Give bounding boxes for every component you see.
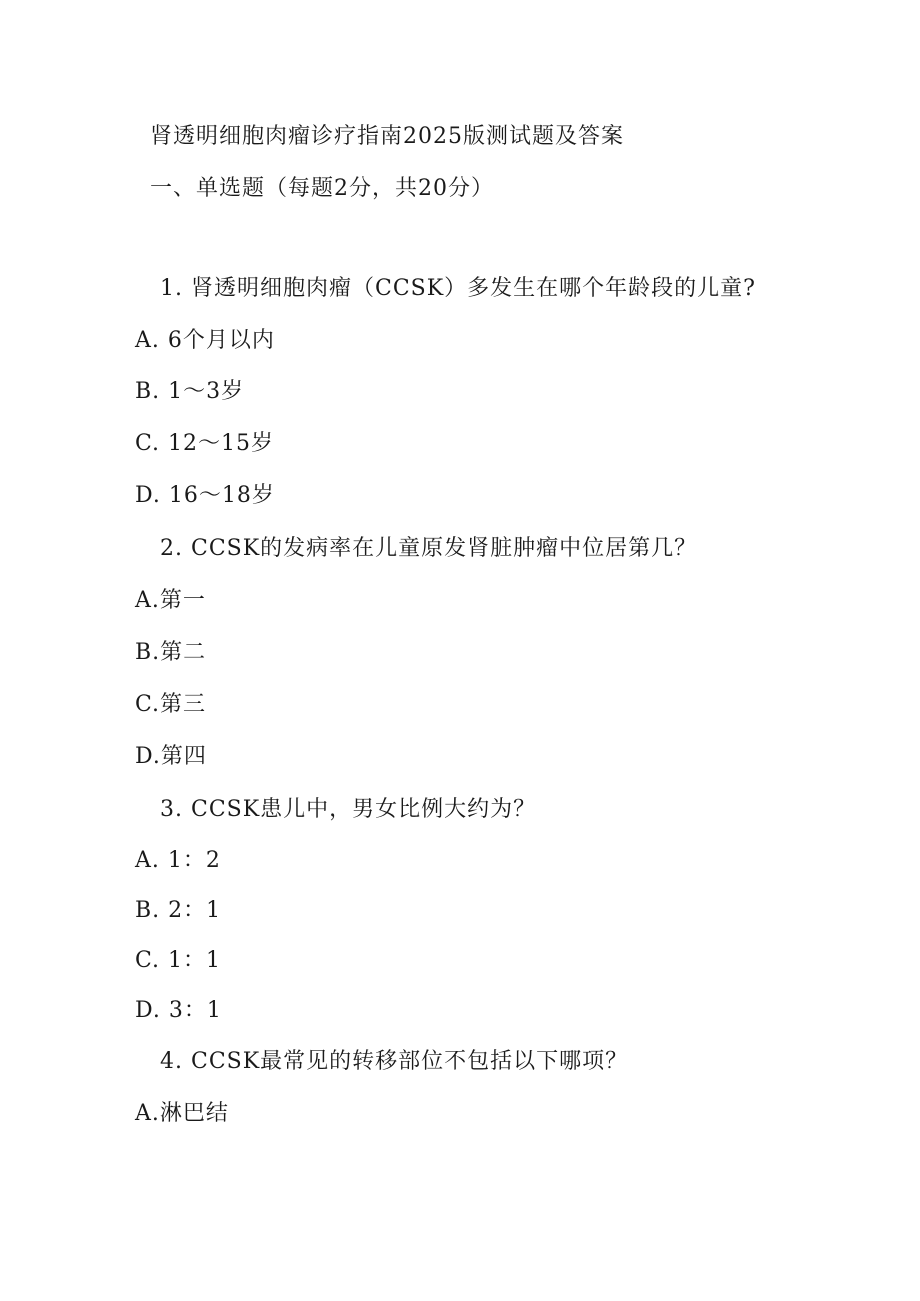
question-2-option-b: B.第二 [135, 640, 207, 665]
document-title: 肾透明细胞肉瘤诊疗指南2025版测试题及答案 [150, 124, 624, 149]
question-4: 4. CCSK最常见的转移部位不包括以下哪项？ [160, 1049, 629, 1074]
question-3-option-d: D. 3：1 [135, 998, 222, 1023]
question-1-option-a: A. 6个月以内 [135, 328, 275, 353]
question-3-option-b: B. 2：1 [135, 898, 222, 923]
question-1-option-c: C. 12～15岁 [135, 431, 275, 456]
question-3-option-c: C. 1：1 [135, 948, 222, 973]
question-2-option-d: D.第四 [135, 744, 207, 769]
question-3-option-a: A. 1：2 [135, 848, 221, 873]
question-1: 1. 肾透明细胞肉瘤（CCSK）多发生在哪个年龄段的儿童? [160, 276, 756, 301]
question-1-option-b: B. 1～3岁 [135, 379, 245, 404]
question-3: 3. CCSK患儿中，男女比例大约为？ [160, 797, 537, 822]
question-2-option-a: A.第一 [135, 588, 206, 613]
section-heading: 一、单选题（每题2分，共20分） [150, 176, 494, 201]
question-2: 2. CCSK的发病率在儿童原发肾脏肿瘤中位居第几？ [160, 536, 698, 561]
question-4-option-a: A.淋巴结 [135, 1101, 229, 1126]
question-2-option-c: C.第三 [135, 692, 207, 717]
question-1-option-d: D. 16～18岁 [135, 483, 275, 508]
